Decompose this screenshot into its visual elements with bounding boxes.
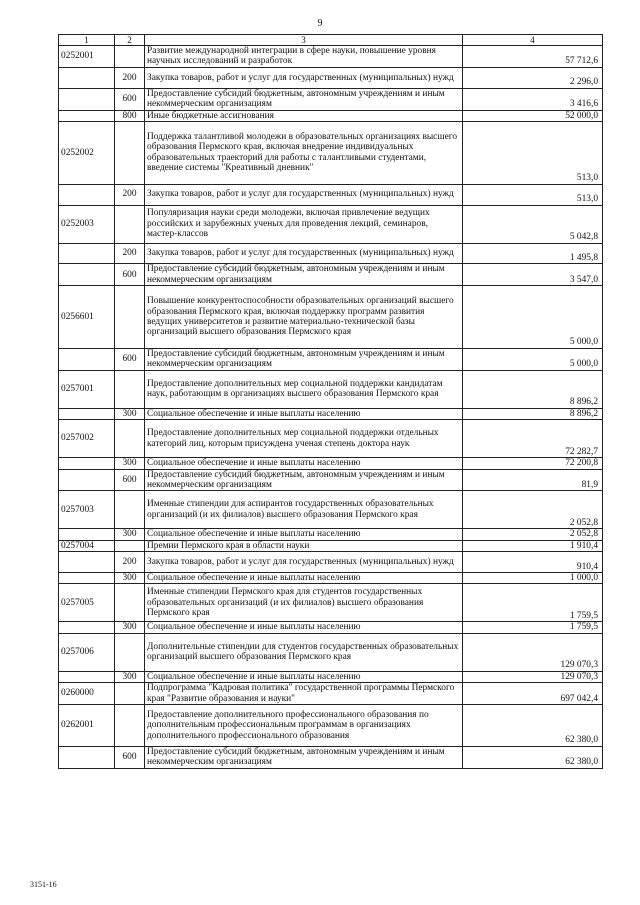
row-amount: 8 896,2 bbox=[463, 370, 603, 408]
row-expense-type bbox=[115, 205, 145, 243]
row-amount: 62 380,0 bbox=[463, 705, 603, 747]
row-expense-type bbox=[115, 121, 145, 184]
row-code: 0260000 bbox=[59, 683, 115, 705]
row-code bbox=[59, 264, 115, 286]
table-row bbox=[59, 584, 603, 622]
row-amount: 5 042,8 bbox=[463, 205, 603, 243]
row-code bbox=[59, 671, 115, 682]
row-amount: 129 070,3 bbox=[463, 633, 603, 671]
row-expense-type: 600 bbox=[115, 264, 145, 286]
row-amount: 2 052,8 bbox=[463, 529, 603, 540]
row-description: Дополнительные стипендии для студентов государственных образовательных организаций высшего образования Пермского края bbox=[145, 633, 463, 671]
row-code bbox=[59, 469, 115, 491]
row-description: Социальное обеспечение и иные выплаты населению bbox=[145, 458, 463, 469]
row-code bbox=[59, 746, 115, 768]
row-code bbox=[59, 573, 115, 584]
row-amount: 5 000,0 bbox=[463, 348, 603, 370]
row-amount: 513,0 bbox=[463, 121, 603, 184]
row-code bbox=[59, 622, 115, 633]
row-expense-type: 600 bbox=[115, 469, 145, 491]
row-amount: 72 200,8 bbox=[463, 458, 603, 469]
row-code bbox=[59, 408, 115, 419]
page-number: 9 bbox=[317, 18, 323, 29]
row-description: Развитие международной интеграции в сфере науки, повышение уровня научных исследований и разработок bbox=[145, 46, 463, 68]
row-expense-type: 300 bbox=[115, 573, 145, 584]
row-amount: 910,4 bbox=[463, 552, 603, 573]
header-col-4: 4 bbox=[463, 35, 603, 46]
table-row bbox=[59, 348, 603, 370]
row-description: Именные стипендии для аспирантов государственных образовательных организаций (и их филиалов) высшего образования Пермского края bbox=[145, 491, 463, 529]
row-description: Предоставление дополнительного профессионального образования по дополнительным профессиональным программам в организациях дополнительного профессионального образования bbox=[145, 705, 463, 747]
row-description: Закупка товаров, работ и услуг для государственных (муниципальных) нужд bbox=[145, 552, 463, 573]
table-row bbox=[59, 370, 603, 408]
row-code: 0257006 bbox=[59, 633, 115, 671]
table-row bbox=[59, 264, 603, 286]
row-code: 0257003 bbox=[59, 491, 115, 529]
row-amount: 72 282,7 bbox=[463, 420, 603, 458]
header-col-3: 3 bbox=[145, 35, 463, 46]
row-code bbox=[59, 67, 115, 88]
row-amount: 3 416,6 bbox=[463, 88, 603, 110]
table-row bbox=[59, 573, 603, 584]
row-expense-type: 600 bbox=[115, 746, 145, 768]
row-amount: 8 896,2 bbox=[463, 408, 603, 419]
table-row bbox=[59, 420, 603, 458]
row-description: Предоставление субсидий бюджетным, автономным учреждениям и иным некоммерческим организациям bbox=[145, 88, 463, 110]
row-code bbox=[59, 348, 115, 370]
row-description: Закупка товаров, работ и услуг для государственных (муниципальных) нужд bbox=[145, 184, 463, 205]
row-description: Закупка товаров, работ и услуг для государственных (муниципальных) нужд bbox=[145, 243, 463, 264]
row-expense-type bbox=[115, 683, 145, 705]
row-code: 0257001 bbox=[59, 370, 115, 408]
table-row bbox=[59, 408, 603, 419]
row-amount: 513,0 bbox=[463, 184, 603, 205]
header-col-1: 1 bbox=[59, 35, 115, 46]
table-row bbox=[59, 622, 603, 633]
row-expense-type bbox=[115, 46, 145, 68]
row-description: Предоставление субсидий бюджетным, автономным учреждениям и иным некоммерческим организациям bbox=[145, 348, 463, 370]
row-description: Именные стипендии Пермского края для студентов государственных образовательных организаций (и их филиалов) высшего образования Пермского края bbox=[145, 584, 463, 622]
row-expense-type: 600 bbox=[115, 348, 145, 370]
row-code: 0252001 bbox=[59, 46, 115, 68]
budget-table bbox=[58, 34, 603, 769]
row-code: 0257004 bbox=[59, 540, 115, 551]
row-description: Повышение конкурентоспособности образовательных организаций высшего образования Пермского края, включая поддержку программ развития ведущих университетов и развитие материально-технической базы организаций высшего образования Пермского края bbox=[145, 286, 463, 349]
footer-code: 3151-16 bbox=[30, 880, 57, 889]
row-expense-type bbox=[115, 584, 145, 622]
row-expense-type bbox=[115, 540, 145, 551]
row-code bbox=[59, 243, 115, 264]
row-description: Социальное обеспечение и иные выплаты населению bbox=[145, 622, 463, 633]
row-expense-type: 300 bbox=[115, 408, 145, 419]
table-row bbox=[59, 184, 603, 205]
row-expense-type: 300 bbox=[115, 671, 145, 682]
row-amount: 5 000,0 bbox=[463, 286, 603, 349]
row-code: 0252002 bbox=[59, 121, 115, 184]
row-description: Предоставление дополнительных мер социальной поддержки отдельных категорий лиц, которым присуждена ученая степень доктора наук bbox=[145, 420, 463, 458]
row-amount: 62 380,0 bbox=[463, 746, 603, 768]
table-row bbox=[59, 469, 603, 491]
row-amount: 1 000,0 bbox=[463, 573, 603, 584]
row-code bbox=[59, 552, 115, 573]
row-code: 0256601 bbox=[59, 286, 115, 349]
row-code: 0257002 bbox=[59, 420, 115, 458]
row-amount: 129 070,3 bbox=[463, 671, 603, 682]
table-row bbox=[59, 540, 603, 551]
row-expense-type bbox=[115, 286, 145, 349]
row-description: Предоставление субсидий бюджетным, автономным учреждениям и иным некоммерческим организациям bbox=[145, 746, 463, 768]
table-row bbox=[59, 243, 603, 264]
row-description: Поддержка талантливой молодежи в образовательных организациях высшего образования Пермского края, включая внедрение индивидуальных образовательных траекторий для работы с талантливыми студентами, введение системы "Креативный дневник" bbox=[145, 121, 463, 184]
row-code: 0252003 bbox=[59, 205, 115, 243]
row-amount: 52 000,0 bbox=[463, 110, 603, 121]
row-amount: 2 052,8 bbox=[463, 491, 603, 529]
table-row bbox=[59, 67, 603, 88]
table-row bbox=[59, 552, 603, 573]
row-description: Социальное обеспечение и иные выплаты населению bbox=[145, 529, 463, 540]
row-description: Подпрограмма "Кадровая политика" государственной программы Пермского края "Развитие образования и науки" bbox=[145, 683, 463, 705]
row-description: Закупка товаров, работ и услуг для государственных (муниципальных) нужд bbox=[145, 67, 463, 88]
row-amount: 2 296,0 bbox=[463, 67, 603, 88]
row-expense-type bbox=[115, 491, 145, 529]
row-amount: 1 759,5 bbox=[463, 622, 603, 633]
row-amount: 57 712,6 bbox=[463, 46, 603, 68]
row-code bbox=[59, 529, 115, 540]
table-row bbox=[59, 705, 603, 747]
row-amount: 1 910,4 bbox=[463, 540, 603, 551]
row-expense-type: 300 bbox=[115, 458, 145, 469]
row-expense-type: 200 bbox=[115, 243, 145, 264]
row-code: 0257005 bbox=[59, 584, 115, 622]
table-row bbox=[59, 746, 603, 768]
row-description: Предоставление субсидий бюджетным, автономным учреждениям и иным некоммерческим организациям bbox=[145, 264, 463, 286]
row-amount: 1 759,5 bbox=[463, 584, 603, 622]
row-expense-type: 200 bbox=[115, 184, 145, 205]
row-expense-type: 300 bbox=[115, 529, 145, 540]
table-row bbox=[59, 633, 603, 671]
row-description: Предоставление дополнительных мер социальной поддержки кандидатам наук, работающим в организациях высшего образования Пермского края bbox=[145, 370, 463, 408]
table-row bbox=[59, 491, 603, 529]
row-code bbox=[59, 110, 115, 121]
row-expense-type: 200 bbox=[115, 552, 145, 573]
row-expense-type bbox=[115, 420, 145, 458]
row-code bbox=[59, 88, 115, 110]
row-amount: 697 042,4 bbox=[463, 683, 603, 705]
row-description: Иные бюджетные ассигнования bbox=[145, 110, 463, 121]
row-expense-type bbox=[115, 370, 145, 408]
row-expense-type: 200 bbox=[115, 67, 145, 88]
table-row bbox=[59, 46, 603, 68]
row-amount: 81,9 bbox=[463, 469, 603, 491]
row-expense-type: 600 bbox=[115, 88, 145, 110]
row-description: Популяризация науки среди молодежи, включая привлечение ведущих российских и зарубежных ученых для проведения лекций, семинаров, мастер-классов bbox=[145, 205, 463, 243]
row-code bbox=[59, 458, 115, 469]
table-row bbox=[59, 205, 603, 243]
row-expense-type: 300 bbox=[115, 622, 145, 633]
row-code: 0262001 bbox=[59, 705, 115, 747]
row-description: Социальное обеспечение и иные выплаты населению bbox=[145, 408, 463, 419]
table-row bbox=[59, 88, 603, 110]
row-description: Социальное обеспечение и иные выплаты населению bbox=[145, 573, 463, 584]
row-amount: 3 547,0 bbox=[463, 264, 603, 286]
row-code bbox=[59, 184, 115, 205]
row-description: Предоставление субсидий бюджетным, автономным учреждениям и иным некоммерческим организациям bbox=[145, 469, 463, 491]
row-expense-type: 800 bbox=[115, 110, 145, 121]
row-expense-type bbox=[115, 705, 145, 747]
table-row bbox=[59, 286, 603, 349]
header-col-2: 2 bbox=[115, 35, 145, 46]
table-row bbox=[59, 121, 603, 184]
row-description: Премии Пермского края в области науки bbox=[145, 540, 463, 551]
row-description: Социальное обеспечение и иные выплаты населению bbox=[145, 671, 463, 682]
table-header-row bbox=[59, 35, 603, 46]
row-expense-type bbox=[115, 633, 145, 671]
row-amount: 1 495,8 bbox=[463, 243, 603, 264]
table-row bbox=[59, 683, 603, 705]
table-row bbox=[59, 671, 603, 682]
table-row bbox=[59, 110, 603, 121]
table-row bbox=[59, 458, 603, 469]
table-row bbox=[59, 529, 603, 540]
